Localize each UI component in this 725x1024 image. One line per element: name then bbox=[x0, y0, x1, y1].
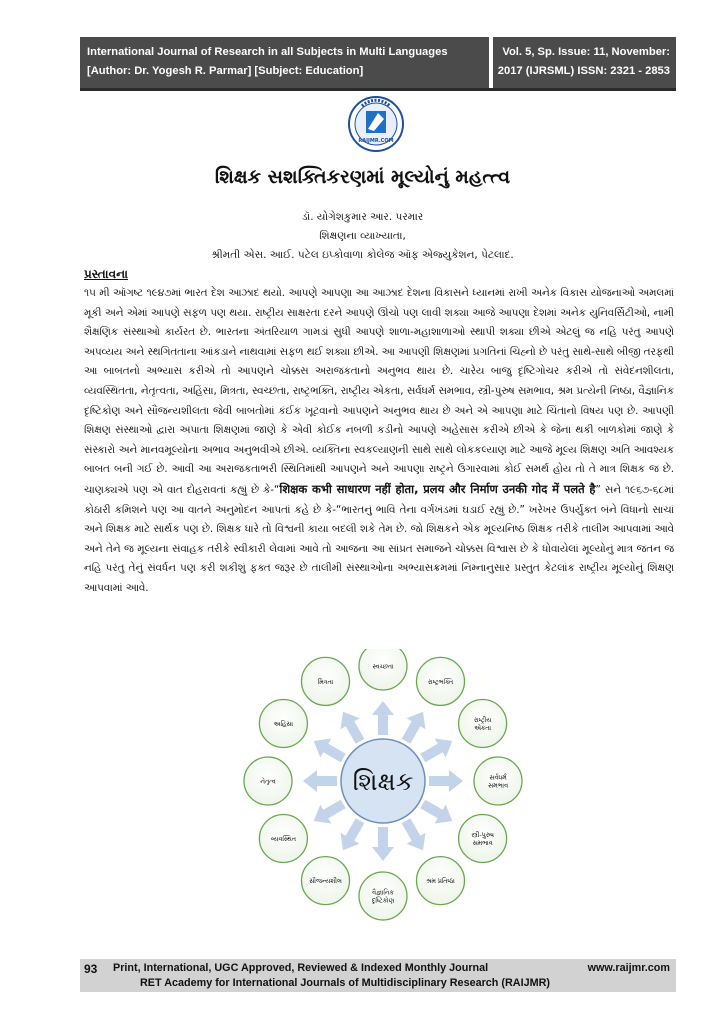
value-node-label: મિત્રતા bbox=[317, 678, 334, 686]
footer-publisher: RET Academy for International Journals of Multidisciplinary Research (RAIJMR) bbox=[140, 977, 550, 989]
volume-issue: Vol. 5, Sp. Issue: 11, November: bbox=[502, 46, 670, 58]
journal-footer bbox=[80, 959, 676, 992]
journal-title: International Journal of Research in all Subjects in Multi Languages bbox=[87, 46, 448, 58]
article-title: શિક્ષક સશક્તિકરણમાં મૂલ્યોનું મહત્ત્વ bbox=[214, 166, 511, 188]
value-node-label: વૈજ્ઞાનિક bbox=[372, 889, 394, 897]
value-node-label: શ્રમ પ્રતિષ્ઠા bbox=[426, 878, 455, 886]
footer-journal-line: Print, International, UGC Approved, Reviewed & Indexed Monthly Journal bbox=[113, 962, 489, 974]
author-designation: શિક્ષણના વ્યાખ્યાતા, bbox=[319, 230, 406, 242]
value-node-label: એકતા bbox=[474, 725, 492, 732]
value-node-label: સમભાવ bbox=[487, 782, 509, 790]
diagram-arrow bbox=[402, 818, 426, 850]
value-node-label: રાષ્ટ્રભક્તિ bbox=[427, 678, 454, 686]
diagram-arrow bbox=[341, 818, 365, 850]
value-node-label: સમભાવ bbox=[472, 840, 493, 847]
diagram-arrow bbox=[314, 800, 346, 824]
footer-url: www.raijmr.com bbox=[587, 962, 670, 974]
value-node-label: સર્વધર્મ bbox=[489, 774, 507, 782]
paragraph-part1: ૧૫ મી ઑગષ્ટ ૧૯૪૭માં ભારત દેશ આઝાદ થયો. આપણે આપણા આ આઝાદ દેશના વિકાસને ધ્યાનમાં રાખી અનેક વિકાસ યોજનાઓ અમલમાં મૂકી અને એમાં આપણે સફળ પણ થયા. રાષ્ટ્રીય સાક્ષરતા દરને આપણે ઊંચો પણ લાવી શક્યા આજે આપણા દેશમાં અનેક યુનિવર્સિટીઓ, નામી શૈક્ષણિક સંસ્થાઓ કાર્યરત છે. ભારતના અંતરિયાળ ગામડાં સુધી આપણે શાળા-મહાશાળાઓ સ્થાપી શક્યા છીએ એટલું જ નહિ પરંતુ આપણે અપવ્યય અને સ્થગિતતાના આંકડાને નાથવામાં સફળ થઈ શક્યા છીએ. આ આપણી શિક્ષણમાં પ્રગતિનાં ચિહ્નો છે પરંતુ સાથે-સાથે બીજી તરફથી આ બાબતનો અભ્યાસ કરીએ તો આપણને ચોક્કસ અરાજકતાનો અનુભવ થાય છે. ચારેય બાજુ દૃષ્ટિગોચર કરીએ તો સંવેદનશીલતા, વ્યવસ્થિતતા, નેતૃત્વતા, અહિંસા, મિત્રતા, સ્વચ્છતા, રાષ્ટ્રભક્તિ, રાષ્ટ્રીય એકતા, સર્વધર્મ સમભાવ, સ્ત્રી-પુરુષ સમભાવ, શ્રમ પ્રત્યેની નિષ્ઠા, વૈજ્ઞાનિક દૃષ્ટિકોણ અને સૌજન્યશીલતા જેવી બાબતોમાં કંઈક ખૂટવાનો આપણને અનુભવ થાય છે અને એ આપણા માટે ચિંતાનો વિષય પણ છે. આપણી શિક્ષણ સંસ્થાઓ દ્વારા અપાતા શિક્ષણમાં જાણે કે એવી કોઈક નબળી કડીનો આપણે અહેસાસ કરીએ છીએ કે જેના થકી બાળકોમાં જાણે કે સંસ્કારો અને માનવમૂલ્યોના અભાવ અનુભવીએ છીએ. વ્યક્તિના સ્વકલ્યાણની સાથે સાથે લોકકલ્યાણ માટે આજે મૂલ્ય શિક્ષણ અતિ આવશ્યક બાબત બની ગઈ છે. આવી આ અરાજકતાભરી સ્થિતિમાંથી આપણને અને આપણા રાષ્ટ્રને ઉગારવામાં કોઈ સમર્થ હોય તો તે માત્ર શિક્ષક જ છે. ચાણક્યએ પણ એ વાત દોહરાવતાં કહ્યું છે કે-“ bbox=[84, 287, 674, 496]
page-number: 93 bbox=[84, 962, 98, 976]
value-node-label: દૃષ્ટિકોણ bbox=[371, 897, 395, 905]
author-subject: [Author: Dr. Yogesh R. Parmar] [Subject: Education] bbox=[87, 65, 364, 77]
diagram-arrow bbox=[314, 739, 346, 763]
diagram-arrow bbox=[303, 770, 337, 792]
value-node-label: સૌજન્યશીલ bbox=[309, 878, 342, 886]
journal-info bbox=[87, 43, 477, 81]
value-node-label: અહિંસા bbox=[273, 721, 293, 728]
diagram-arrow bbox=[420, 800, 452, 824]
volume-info bbox=[489, 37, 676, 88]
journal-logo bbox=[348, 96, 404, 152]
paragraph-part2: ” સને ૧૯૬૭-૬૮માં કોઠારી કમિશને પણ આ વાતને અનુમોદન આપતાં કહે છે કે-“ભારતનું ભાવિ તેના વર્ગખંડમાં ઘડાઈ રહ્યું છે.” ખરેખર ઉપર્યુક્ત બંને વિધાનો સાચાં અને શિક્ષક માટે સાર્થક પણ છે. શિક્ષક ધારે તો વિશ્વની કાયા બદલી શકે તેમ છે. જો શિક્ષકને એક મૂલ્યનિષ્ઠ શિક્ષક તરીકે તાલીમ આપવામાં આવે અને તેને જ મૂલ્યના સંવાહક તરીકે સ્વીકારી લેવામાં આવે તો આજના આ સાંપ્રત સમાજને ચોક્કસ વિશ્વાસ છે કે ધોવાયેલાં મૂલ્યોનું માત્ર જતન જ નહિ પરંતુ તેનું સંવર્ધન પણ કરી શકીશું ફક્ત જરૂર છે તાલીમી સંસ્થાઓના અભ્યાસક્રમમાં નિમ્નાનુસાર પ્રસ્તુત કેટલાંક રાષ્ટ્રીય મૂલ્યોનું શિક્ષણ આપવામાં આવે. bbox=[84, 483, 674, 594]
diagram-arrow bbox=[420, 739, 452, 763]
issn: 2017 (IJRSML) ISSN: 2321 - 2853 bbox=[497, 65, 670, 77]
center-label: શિક્ષક bbox=[352, 767, 414, 796]
value-node-label: નેતૃત્વ bbox=[260, 778, 276, 786]
author-institution: શ્રીમતી એસ. આઈ. પટેલ ઇપ્કોવાળા કોલેજ ઑફ એજ્યુકેશન, પેટલાદ. bbox=[211, 249, 514, 261]
chanakya-quote: शिक्षक कभी साधारण नहीं होता, प्रलय और निर्माण उनकी गोद में पलते है bbox=[279, 481, 596, 496]
value-node-label: સ્વચ્છતા bbox=[372, 663, 394, 671]
values-diagram bbox=[233, 649, 533, 949]
logo-text: RAIJMR.COM bbox=[358, 138, 394, 144]
diagram-arrow bbox=[372, 827, 394, 861]
diagram-arrow bbox=[372, 701, 394, 735]
section-heading: પ્રસ્તાવના bbox=[84, 267, 128, 281]
diagram-arrow bbox=[341, 712, 365, 744]
diagram-arrow bbox=[429, 770, 463, 792]
intro-paragraph bbox=[84, 284, 674, 599]
journal-header bbox=[80, 37, 676, 91]
value-node-label: વ્યવસ્થિત bbox=[270, 836, 296, 843]
author-name: ડૉ. યોગેશકુમાર આર. પરમાર bbox=[301, 211, 424, 223]
value-node-label: સ્ત્રી-પુરુષ bbox=[471, 832, 494, 839]
value-node-label: રાષ્ટ્રીય bbox=[473, 717, 492, 724]
diagram-arrow bbox=[402, 712, 426, 744]
